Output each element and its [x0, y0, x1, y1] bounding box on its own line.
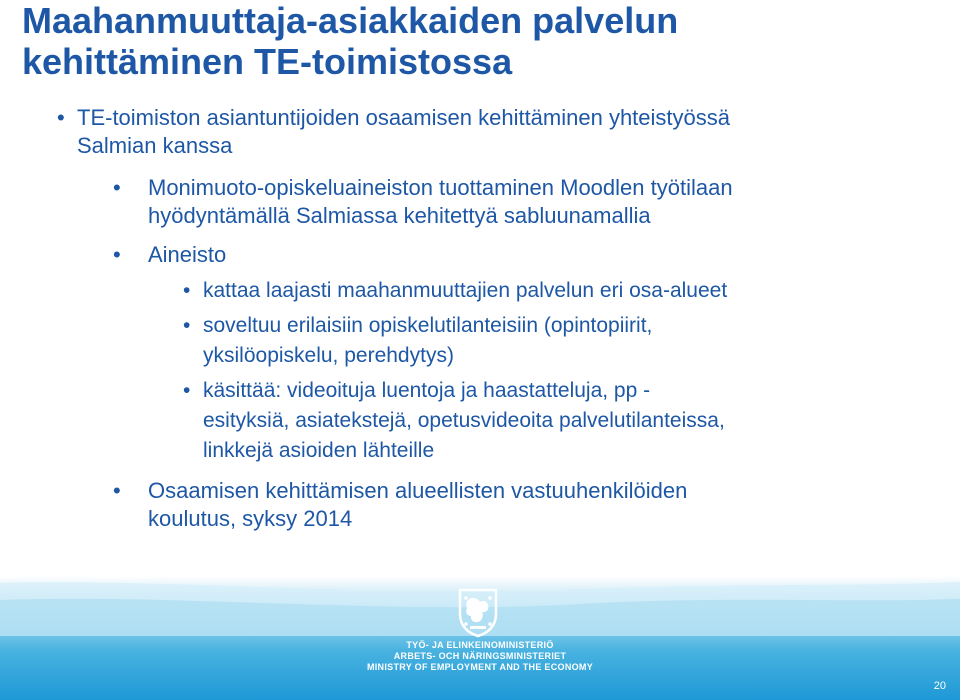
ministry-name-en: MINISTRY OF EMPLOYMENT AND THE ECONOMY — [366, 662, 594, 672]
bullet-item — [113, 241, 227, 269]
bullet-item — [183, 376, 725, 466]
bullet-text: Salmian kanssa — [77, 133, 233, 158]
bullet-text: TE-toimiston asiantuntijoiden osaamisen kehittäminen yhteistyössä — [77, 105, 730, 130]
bullet-text: kattaa laajasti maahanmuuttajien palvelun eri osa-alueet — [203, 279, 728, 302]
slide-title-line: Maahanmuuttaja-asiakkaiden palvelun — [22, 0, 679, 41]
bullet-item — [183, 276, 728, 306]
bullet-text: hyödyntämällä Salmiassa kehitettyä sabluunamallia — [148, 203, 651, 228]
finnish-lion-coat-of-arms-icon — [452, 586, 504, 638]
bullet-item — [113, 477, 688, 533]
bullet-text: esityksiä, asiatekstejä, opetusvideoita palvelutilanteissa, — [203, 409, 725, 432]
bullet-text: Monimuoto-opiskeluaineiston tuottaminen Moodlen työtilaan — [148, 175, 733, 200]
bullet-text: Aineisto — [148, 242, 227, 267]
footer-banner — [0, 576, 960, 700]
bullet-text: koulutus, syksy 2014 — [148, 506, 353, 531]
bullet-item — [183, 311, 653, 371]
bullet-text: soveltuu erilaisiin opiskelutilanteisiin (opintopiirit, — [203, 314, 653, 337]
bullet-dot-icon: • — [183, 279, 191, 302]
slide-title — [22, 0, 922, 82]
page-number: 20 — [933, 680, 946, 692]
bullet-dot-icon: • — [113, 242, 121, 267]
bullet-dot-icon: • — [57, 105, 65, 130]
slide-title-line: kehittäminen TE-toimistossa — [22, 41, 513, 82]
bullet-dot-icon: • — [113, 175, 121, 200]
bullet-text: yksilöopiskelu, perehdytys) — [203, 344, 454, 367]
bullet-text: linkkejä asioiden lähteille — [203, 439, 435, 462]
bullet-dot-icon: • — [113, 478, 121, 503]
bullet-item — [113, 174, 733, 230]
ministry-name-sv: ARBETS- OCH NÄRINGSMINISTERIET — [393, 651, 567, 661]
bullet-dot-icon: • — [183, 379, 191, 402]
ministry-name-fi: TYÖ- JA ELINKEINOMINISTERIÖ — [406, 640, 554, 650]
bullet-dot-icon: • — [183, 314, 191, 337]
bullet-text: Osaamisen kehittämisen alueellisten vastuuhenkilöiden — [148, 478, 688, 503]
bullet-text: käsittää: videoituja luentoja ja haastatteluja, pp - — [203, 379, 651, 402]
bullet-item — [57, 104, 730, 160]
